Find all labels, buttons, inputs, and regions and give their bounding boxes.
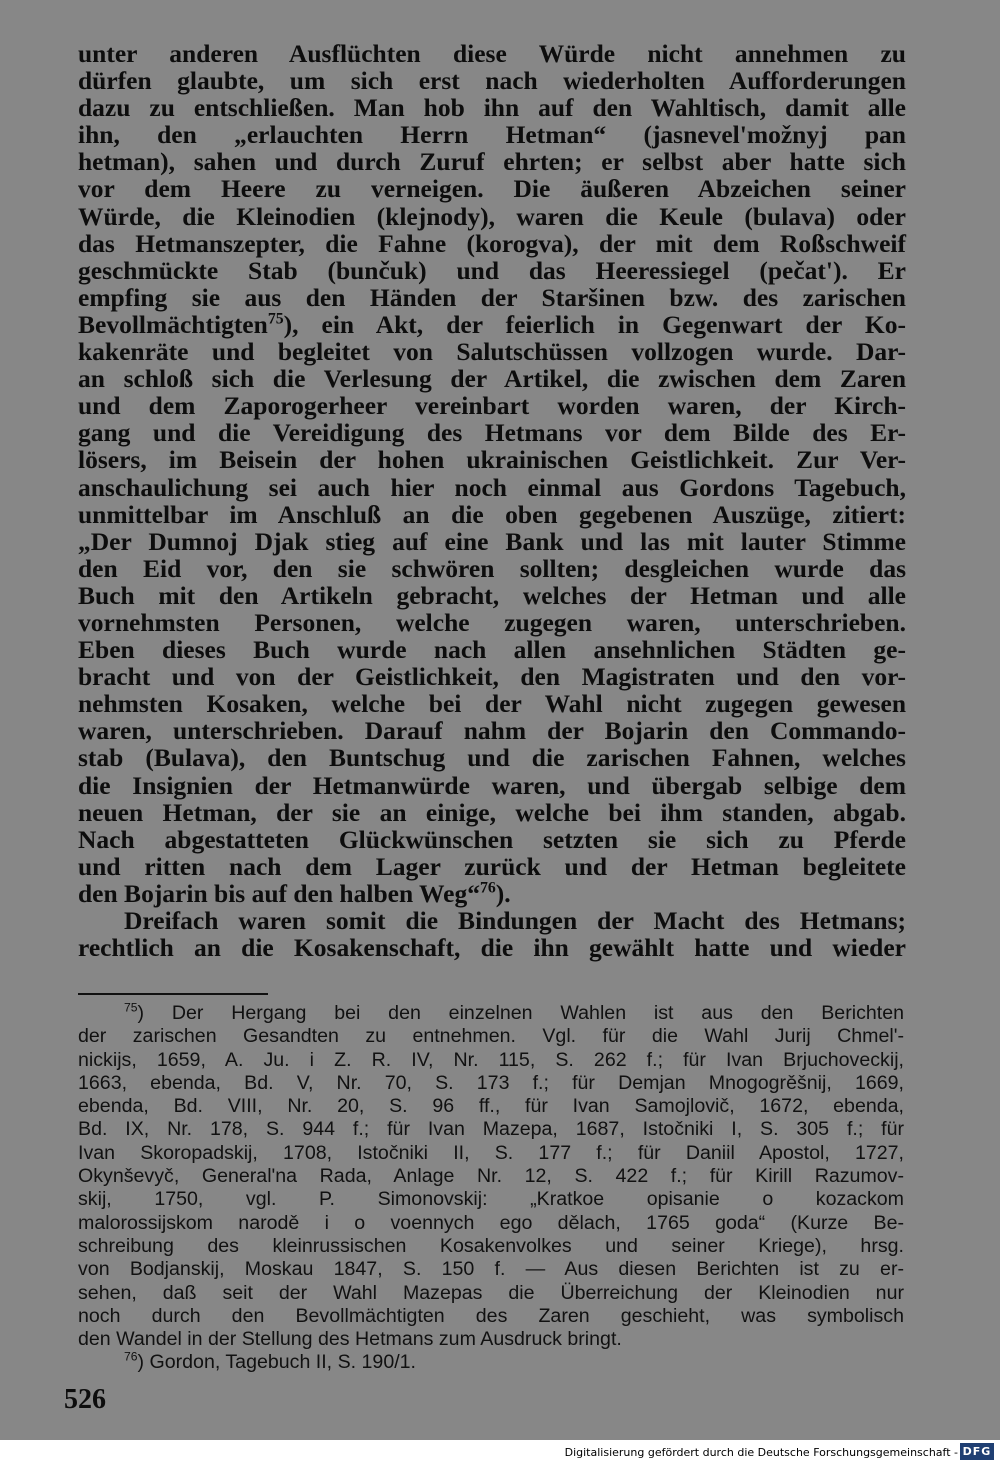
text-line: Eben dieses Buch wurde nach allen ansehnlichen Städten ge- [78,635,906,665]
footnote-segment: ) Der Hergang bei den einzelnen Wahlen ist aus den Berichten [137,1002,904,1024]
footnote-divider [78,993,268,995]
text-line: hetman), sahen und durch Zuruf ehrten; er selbst aber hatte sich [78,147,906,177]
text-line: an schloß sich die Verlesung der Artikel, die zwischen dem Zaren [78,364,906,394]
text-line: Nach abgestatteten Glückwünschen setzten sie sich zu Pferde [78,824,906,854]
text-line: gang und die Vereidigung des Hetmans vor dem Bilde des Er- [78,418,906,448]
text-line: Buch mit den Artikeln gebracht, welches der Hetman und alle [78,580,906,610]
text-line: dürfen glaubte, um sich erst nach wiederholten Aufforderungen [78,66,906,96]
footnote-line: noch durch den Bevollmächtigten des Zaren geschieht, was symbolisch [78,1304,904,1327]
text-line: kakenräte und begleitet von Salutschüssen vollzogen wurde. Dar- [78,337,906,367]
footnote-line: 1663, ebenda, Bd. V, Nr. 70, S. 173 f.; für Demjan Mnogogrěšnij, 1669, [78,1071,904,1094]
footnote-line: Ivan Skoropadskij, 1708, Istočniki II, S. 177 f.; für Daniil Apostol, 1727, [78,1141,904,1164]
footnote-line: von Bodjanskij, Moskau 1847, S. 150 f. — Aus diesen Berichten ist zu er- [78,1258,904,1281]
footnote-line: sehen, daß seit der Wahl Mazepas die Überreichung der Kleinodien nur [78,1281,904,1304]
footnote-line: Bd. IX, Nr. 178, S. 944 f.; für Ivan Mazepa, 1687, Istočniki I, S. 305 f.; für [78,1118,904,1141]
dfg-logo-icon: DFG [960,1443,994,1460]
text-line [78,880,906,907]
text-line: „Der Dumnoj Djak stieg auf eine Bank und las mit lauter Stimme [78,526,906,556]
text-segment: ), ein Akt, der feierlich in Gegenwart der Ko- [283,309,906,339]
text-line: ihn, den „erlauchten Herrn Hetman“ (jasnevel'možnyj pan [78,120,906,150]
footnote-line: ebenda, Bd. VIII, Nr. 20, S. 96 ff., für Ivan Samojlovič, 1672, ebenda, [78,1095,904,1118]
footnote-ref-76[interactable]: 76 [479,879,496,897]
footnote-line: skij, 1750, vgl. P. Simonovskij: „Kratkoe opisanie o kozackom [78,1188,904,1211]
footnote-line: malorossijskom narodě i o voennych ego dělach, 1765 goda“ (Kurze Be- [78,1211,904,1234]
text-line [78,311,906,338]
text-line: nehmsten Kosaken, welche bei der Wahl nicht zugegen gewesen [78,689,906,719]
text-line: bracht und von der Geistlichkeit, den Magistraten und den vor- [78,662,906,692]
text-line: das Hetmanszepter, die Fahne (korogva), der mit dem Roßschweif [78,228,906,258]
text-line: und ritten nach dem Lager zurück und der Hetman begleitete [78,851,906,881]
text-line: dazu zu entschließen. Man hob ihn auf den Wahltisch, damit alle [78,93,906,123]
text-line: lösers, im Beisein der hohen ukrainischen Geistlichkeit. Zur Ver- [78,445,906,475]
footnote-line [78,1351,904,1374]
funding-credit: Digitalisierung gefördert durch die Deutsche Forschungsgemeinschaft - [564,1446,958,1459]
text-line: und dem Zaporogerheer vereinbart worden waren, der Kirch- [78,391,906,421]
footnote-marker-75: 75 [124,1000,138,1015]
footnote-line [78,1002,904,1025]
footnote-line: nickijs, 1659, A. Ju. i Z. R. IV, Nr. 115, S. 262 f.; für Ivan Brjuchoveckij, [78,1048,904,1071]
text-segment: den Bojarin bis auf den halben Weg“ [78,878,480,908]
text-line: empfing sie aus den Händen der Staršinen bzw. des zarischen [78,282,906,312]
footnote-line: schreibung des kleinrussischen Kosakenvolkes und seiner Kriege), hrsg. [78,1234,904,1257]
text-line: vornehmsten Personen, welche zugegen waren, unterschrieben. [78,607,906,637]
footnote-line: den Wandel in der Stellung des Hetmans zum Ausdruck bringt. [78,1328,622,1351]
footnote-segment: ) Gordon, Tagebuch II, S. 190/1. [137,1351,416,1374]
body-text [78,40,906,961]
footnote-line: Okynševyč, General'na Rada, Anlage Nr. 12, S. 422 f.; für Kirill Razumov- [78,1165,904,1188]
text-line: rechtlich an die Kosakenschaft, die ihn gewählt hatte und wieder [78,933,906,963]
text-line: geschmückte Stab (bunčuk) und das Heeressiegel (pečat'). Er [78,255,906,285]
footnote-line: der zarischen Gesandten zu entnehmen. Vgl. für die Wahl Jurij Chmel'- [78,1025,904,1048]
text-line: unter anderen Ausflüchten diese Würde nicht annehmen zu [78,39,906,68]
text-line: Dreifach waren somit die Bindungen der Macht des Hetmans; [124,906,906,935]
text-line: Würde, die Kleinodien (klejnody), waren die Keule (bulava) oder [78,201,906,231]
text-line: unmittelbar im Anschluß an die oben gegebenen Auszüge, zitiert: [78,499,906,529]
text-line: vor dem Heere zu verneigen. Die äußeren Abzeichen seiner [78,174,906,204]
footnote-ref-75[interactable]: 75 [267,310,284,328]
text-segment: Bevollmächtigten [78,309,268,339]
text-segment: ). [495,878,511,908]
text-line: die Insignien der Hetmanwürde waren, und übergab selbige dem [78,770,906,800]
text-line: neuen Hetman, der sie an einige, welche bei ihm standen, abgab. [78,797,906,827]
footnote-marker-76: 76 [124,1349,138,1364]
footnotes [78,1002,904,1375]
page-number: 526 [64,1384,106,1415]
text-line: anschaulichung sei auch hier noch einmal aus Gordons Tagebuch, [78,472,906,502]
text-line: den Eid vor, den sie schwören sollten; desgleichen wurde das [78,553,906,583]
text-line: waren, unterschrieben. Darauf nahm der Bojarin den Commando- [78,716,906,746]
text-line: stab (Bulava), den Buntschug und die zarischen Fahnen, welches [78,743,906,773]
